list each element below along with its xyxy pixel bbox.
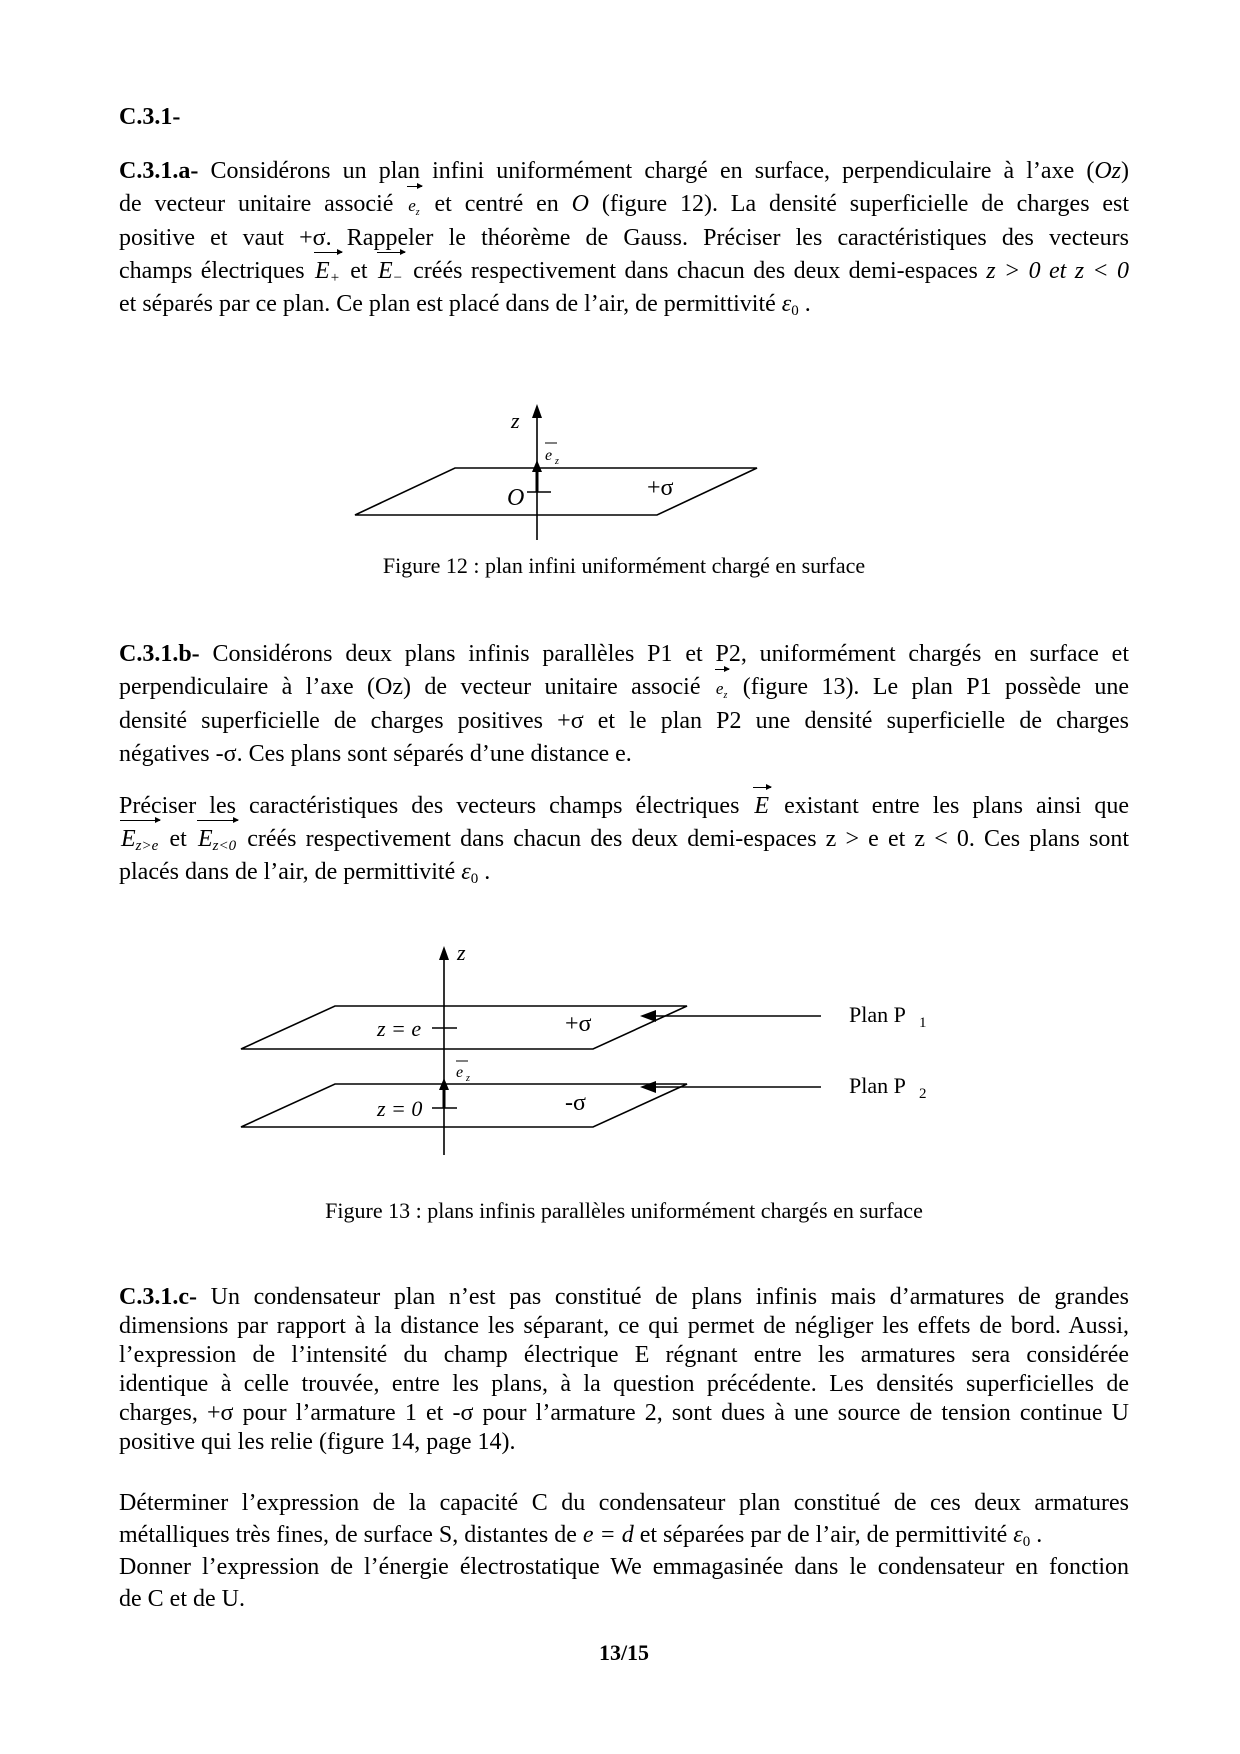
qc-line-6 (119, 1428, 1129, 1457)
fig13-z-label: z (457, 940, 466, 965)
unit-vector-ez-b: $e_z$ (714, 672, 729, 705)
epsilon-subscript-b: 0 (470, 871, 479, 887)
epsilon-symbol-c: ε (1013, 1522, 1023, 1548)
fig13-lower-plane (241, 1084, 687, 1127)
vector-e-between: E (752, 790, 771, 823)
fig13-upper-charge: +σ (565, 1011, 592, 1037)
figure-12-caption: Figure 12 : plan infini uniformément chargé en surface (382, 553, 866, 578)
page-number: 13/15 (598, 1640, 650, 1665)
section-number: C.3.1- (119, 104, 181, 130)
fig13-plan1-arrowhead (640, 1010, 656, 1022)
fig12-z-label: z (511, 408, 520, 433)
qa-text-3: positive et vaut +σ. Rappeler le théorème de Gauss. Préciser les caractéristiques des vecteurs (119, 225, 1129, 251)
qc-label: C.3.1.c- (119, 1284, 197, 1310)
qa-axis: Oz (1094, 158, 1121, 184)
question-c-part-2 (119, 1487, 1129, 1615)
qc-text-6: positive qui les relie (figure 14, page 14). (119, 1429, 516, 1455)
fig13-ez-label: e (456, 1064, 464, 1081)
qa-text-4d: z > 0 et z < 0 (986, 258, 1130, 284)
qc2-text-2a: métalliques très fines, de surface S, distantes de (119, 1522, 577, 1548)
qc3-line-2 (119, 1583, 1129, 1615)
qa-origin: O (571, 191, 589, 217)
qc-line-2 (119, 1312, 1129, 1341)
unit-vector-ez: $e_z$ (406, 189, 421, 222)
epsilon-symbol-b: ε (461, 859, 471, 885)
epsilon-symbol: ε (781, 291, 792, 317)
fig13-plan2-text: Plan P (849, 1073, 906, 1098)
qb2-text-3: placés dans de l’air, de permittivité (119, 859, 456, 885)
qb2-text-2a: et (169, 826, 187, 852)
epsilon-subscript-c: 0 (1022, 1534, 1031, 1550)
fig13-upper-z-label: z = e (377, 1016, 422, 1041)
qc2-line-1 (119, 1487, 1129, 1519)
qa-label: C.3.1.a- (119, 158, 199, 184)
qc-line-4 (119, 1370, 1129, 1399)
qa-text-2c: (figure 12). La densité superficielle de charges est (601, 191, 1130, 217)
qc3-line-1 (119, 1551, 1129, 1583)
qc3-text-2: de C et de U. (119, 1586, 245, 1612)
fig12-ez-sub: z (555, 456, 559, 467)
vector-e-plus: $E_+$ (313, 255, 342, 288)
qc2-distance-eq: e = d (582, 1522, 634, 1548)
qa-line-5: et séparés par ce plan. Ce plan est placé dans de l’air, de permittivité $\varepsilon_0$ . (119, 291, 811, 319)
fig13-plan1-sub: 1 (919, 1015, 927, 1031)
fig13-ez-sub: z (466, 1073, 470, 1084)
fig13-plan1-label (849, 1002, 906, 1027)
fig13-plan2-label (849, 1073, 906, 1098)
vector-e-below: $E_{z<0}$ (196, 823, 238, 856)
qb-text-2a: perpendiculaire à l’axe (Oz) de vecteur unitaire associé (119, 674, 701, 700)
qc-text-3: l’expression de l’intensité du champ électrique E régnant entre les armatures sera considérée (119, 1342, 1129, 1368)
vector-e-above: $E_{z>e}$ (119, 823, 160, 856)
qa-text-2b: et centré en (434, 191, 559, 217)
epsilon-subscript: 0 (791, 303, 799, 319)
qa-text-5: et séparés par ce plan. Ce plan est placé dans de l’air, de permittivité (119, 291, 776, 317)
question-c (119, 1283, 1129, 1457)
qc-text-4: identique à celle trouvée, entre les plans, à la question précédente. Les densités superficielles de (119, 1371, 1129, 1397)
qc3-text-1: Donner l’expression de l’énergie électrostatique We emmagasinée dans le condensateur en fonction (119, 1554, 1129, 1580)
qb-text-2b: (figure 13). Le plan P1 possède une (742, 674, 1130, 700)
vector-e-minus: $E_-$ (376, 255, 405, 288)
qc-line-5 (119, 1399, 1129, 1428)
fig12-origin-label: O (507, 485, 525, 511)
qc2-text-2b: et séparées par de l’air, de permittivité (639, 1522, 1008, 1548)
qa-text-4c: créés respectivement dans chacun des deux demi-espaces (413, 258, 978, 284)
fig13-z-arrowhead (439, 946, 449, 960)
qa-text-4b: et (350, 258, 368, 284)
qa-text-1: Considérons un plan infini uniformément chargé en surface, perpendiculaire à l’axe ( (210, 158, 1095, 184)
qb2-line-3: placés dans de l’air, de permittivité $\varepsilon_0$ . (119, 859, 491, 887)
qb2-text-1a: Préciser les caractéristiques des vecteurs champs électriques (119, 793, 740, 819)
qc-line-3 (119, 1341, 1129, 1370)
qc-text-1: Un condensateur plan n’est pas constitué de plans infinis mais d’armatures de grandes (210, 1284, 1130, 1310)
qb-text-3: densité superficielle de charges positives +σ et le plan P2 une densité superficielle de charges (119, 708, 1129, 734)
fig12-charge-label: +σ (647, 475, 674, 501)
figure-13-caption: Figure 13 : plans infinis parallèles uniformément chargés en surface (325, 1198, 923, 1223)
qb-label: C.3.1.b- (119, 641, 200, 667)
fig13-upper-plane (241, 1006, 687, 1049)
qa-text-1-end: ) (1121, 158, 1129, 184)
qb2-text-2b: créés respectivement dans chacun des deux demi-espaces z > e et z < 0. Ces plans sont (247, 826, 1130, 852)
qb2-text-1b: existant entre les plans ainsi que (784, 793, 1130, 819)
fig13-lower-z-label: z = 0 (377, 1096, 423, 1121)
fig13-lower-charge: -σ (565, 1090, 586, 1116)
fig13-plan2-sub: 2 (919, 1086, 927, 1102)
qc-line-1 (119, 1283, 1129, 1312)
fig13-plan1-text: Plan P (849, 1002, 906, 1027)
qc-text-5: charges, +σ pour l’armature 1 et -σ pour l’armature 2, sont dues à une source de tension continue U (119, 1400, 1129, 1426)
qa-text-4a: champs électriques (119, 258, 305, 284)
qc2-line-2: métalliques très fines, de surface S, distantes de e = d et séparées par de l’air, de permittivité $\varepsilon_0$ . (119, 1522, 1043, 1550)
qa-text-2a: de vecteur unitaire associé (119, 191, 394, 217)
qc-text-2: dimensions par rapport à la distance les séparant, ce qui permet de négliger les effets de bord. Aussi, (119, 1313, 1129, 1339)
qb-text-4: négatives -σ. Ces plans sont séparés d’une distance e. (119, 741, 632, 767)
fig13-plan2-arrowhead (640, 1081, 656, 1093)
fig12-ez-label: e (545, 447, 553, 464)
qb-text-1: Considérons deux plans infinis parallèles P1 et P2, uniformément chargés en surface et (212, 641, 1130, 667)
qc2-text-1: Déterminer l’expression de la capacité C du condensateur plan constitué de ces deux armatures (119, 1490, 1129, 1516)
